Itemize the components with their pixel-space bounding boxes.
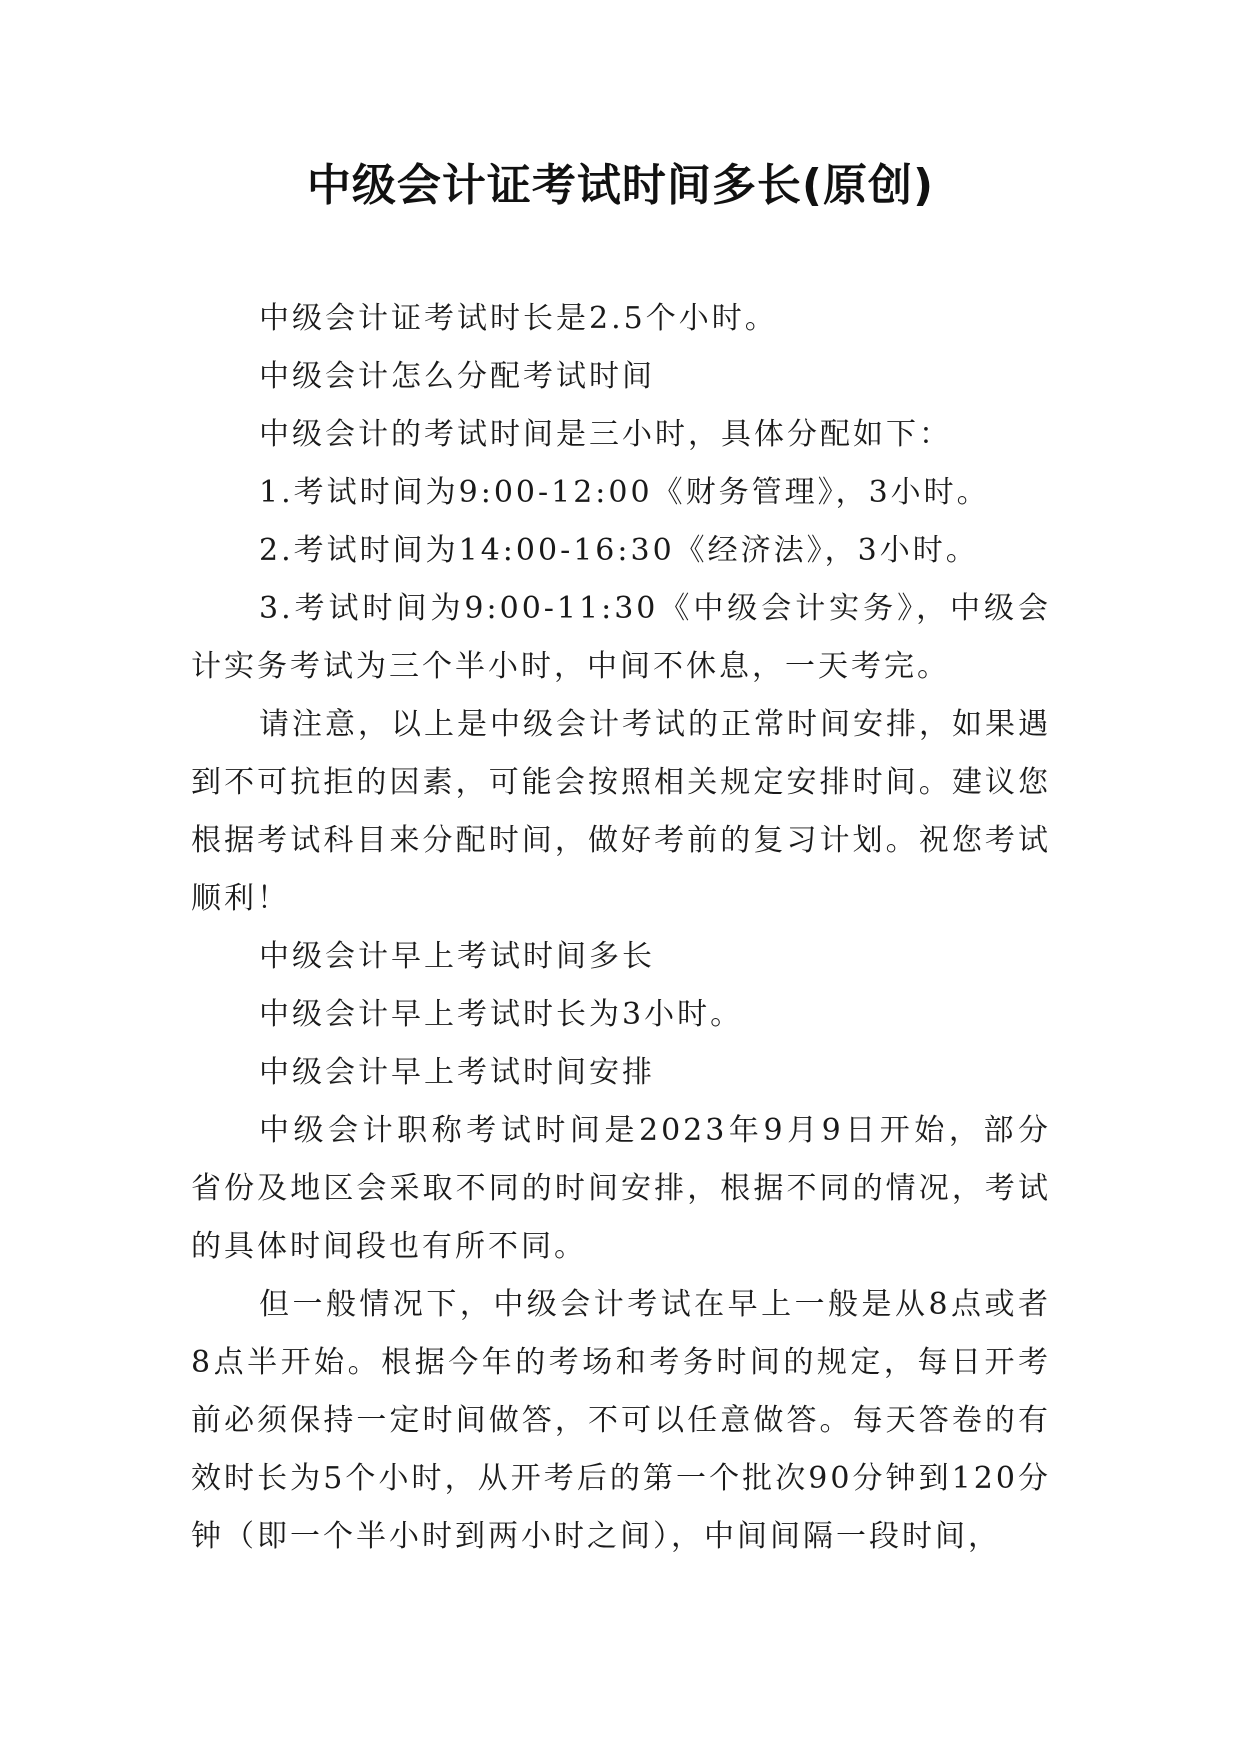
paragraph-item-2: 2.考试时间为14:00-16:30《经济法》，3小时。 — [259, 533, 979, 568]
document-body — [191, 290, 1051, 1566]
paragraph-allocation-intro: 中级会计的考试时间是三小时，具体分配如下： — [259, 417, 952, 452]
paragraph-morning-duration: 中级会计早上考试时长为3小时。 — [259, 997, 744, 1032]
paragraph-heading-morning-duration: 中级会计早上考试时间多长 — [259, 939, 655, 974]
paragraph-heading-morning-schedule: 中级会计早上考试时间安排 — [259, 1055, 655, 1090]
paragraph-duration: 中级会计证考试时长是2.5个小时。 — [259, 301, 778, 336]
paragraph-heading-allocation: 中级会计怎么分配考试时间 — [259, 359, 655, 394]
paragraph-exam-date: 中级会计职称考试时间是2023年9月9日开始，部分省份及地区会采取不同的时间安排，根据不同的情况，考试的具体时间段也有所不同。 — [191, 1113, 1051, 1264]
document-title: 中级会计证考试时间多长(原创) — [306, 160, 935, 211]
paragraph-item-1: 1.考试时间为9:00-12:00《财务管理》，3小时。 — [259, 475, 990, 510]
paragraph-morning-start: 但一般情况下，中级会计考试在早上一般是从8点或者8点半开始。根据今年的考场和考务时间的规定，每日开考前必须保持一定时间做答，不可以任意做答。每天答卷的有效时长为5个小时，从开考后的第一个批次90分钟到120分钟（即一个半小时到两小时之间），中间间隔一段时间， — [191, 1287, 1051, 1554]
paragraph-item-3: 3.考试时间为9:00-11:30《中级会计实务》，中级会计实务考试为三个半小时，中间不休息，一天考完。 — [191, 591, 1051, 684]
paragraph-notice: 请注意，以上是中级会计考试的正常时间安排，如果遇到不可抗拒的因素，可能会按照相关规定安排时间。建议您根据考试科目来分配时间，做好考前的复习计划。祝您考试顺利！ — [191, 707, 1051, 916]
